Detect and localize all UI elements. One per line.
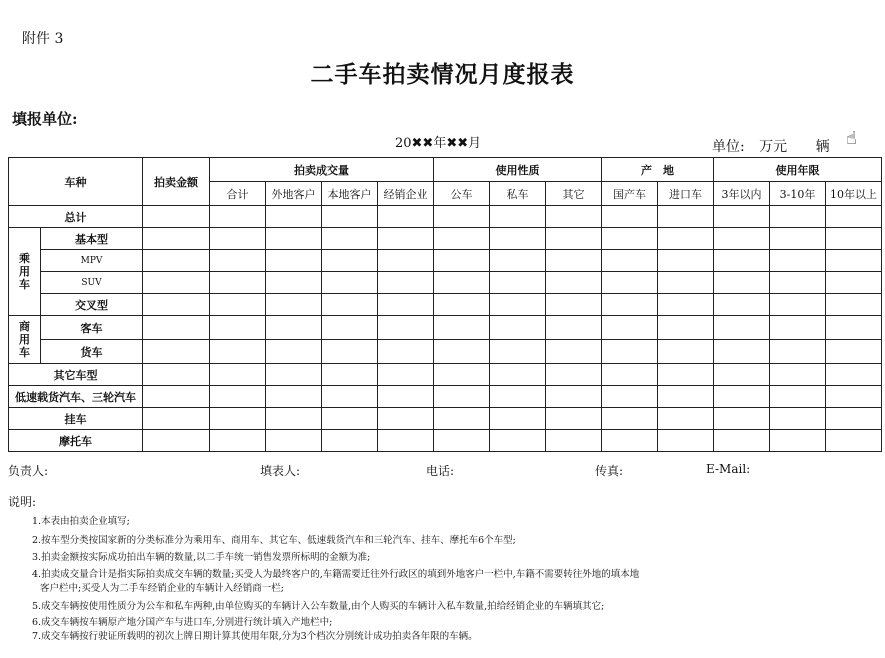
data-cell — [266, 272, 322, 294]
data-cell — [770, 430, 826, 452]
data-cell — [714, 430, 770, 452]
data-cell — [378, 250, 434, 272]
data-cell — [210, 272, 266, 294]
data-cell — [434, 272, 490, 294]
data-cell — [714, 316, 770, 340]
data-cell — [434, 408, 490, 430]
note-item: 4.拍卖成交量合计是指实际拍卖成交车辆的数量;买受人为最终客户的,车籍需要迁往外行政区的填到外地客户一栏中,车籍不需要转往外地的填本地 — [32, 569, 640, 580]
data-cell — [546, 430, 602, 452]
note-item: 1.本表由拍卖企业填写; — [32, 516, 130, 527]
data-cell — [602, 340, 658, 364]
report-table — [8, 157, 882, 452]
data-cell — [770, 316, 826, 340]
data-cell — [602, 294, 658, 316]
data-cell — [546, 316, 602, 340]
data-cell — [602, 272, 658, 294]
data-cell — [266, 206, 322, 228]
header-auction-amount: 拍卖金额 — [143, 158, 210, 206]
data-cell — [714, 340, 770, 364]
row-label-motorcycle: 摩托车 — [9, 430, 143, 452]
unit-label: 单位: — [712, 139, 745, 155]
data-cell — [490, 206, 546, 228]
note-item: 3.拍卖金额按实际成功拍出车辆的数量,以二手车统一销售发票所标明的金额为准; — [32, 552, 371, 563]
data-cell — [826, 408, 882, 430]
data-cell — [266, 228, 322, 250]
data-cell — [602, 250, 658, 272]
data-cell — [322, 364, 378, 386]
subheader-domestic: 国产车 — [602, 182, 658, 206]
person-in-charge-label: 负责人: — [8, 464, 49, 478]
data-cell — [770, 228, 826, 250]
row-label-crossover: 交叉型 — [41, 294, 143, 316]
data-cell — [143, 294, 210, 316]
data-cell — [658, 250, 714, 272]
data-cell — [714, 386, 770, 408]
data-cell — [826, 386, 882, 408]
note-item: 6.成交车辆按车辆原产地分国产车与进口车,分别进行统计填入产地栏中; — [32, 617, 333, 628]
unit-money: 万元 — [759, 139, 788, 155]
subheader-over10: 10年以上 — [826, 182, 882, 206]
subheader-total: 合计 — [210, 182, 266, 206]
data-cell — [602, 386, 658, 408]
data-cell — [266, 364, 322, 386]
data-cell — [658, 228, 714, 250]
data-cell — [322, 272, 378, 294]
data-cell — [490, 340, 546, 364]
data-cell — [378, 272, 434, 294]
data-cell — [143, 250, 210, 272]
data-cell — [546, 386, 602, 408]
data-cell — [770, 272, 826, 294]
data-cell — [434, 340, 490, 364]
data-cell — [266, 340, 322, 364]
data-cell — [546, 408, 602, 430]
phone-label: 电话: — [426, 464, 455, 478]
subheader-outside-client: 外地客户 — [266, 182, 322, 206]
row-label-other-types: 其它车型 — [9, 364, 143, 386]
data-cell — [143, 364, 210, 386]
data-cell — [322, 294, 378, 316]
data-cell — [546, 206, 602, 228]
data-cell — [770, 408, 826, 430]
data-cell — [143, 340, 210, 364]
data-cell — [143, 316, 210, 340]
data-cell — [826, 430, 882, 452]
data-cell — [143, 386, 210, 408]
data-cell — [210, 206, 266, 228]
data-cell — [143, 408, 210, 430]
data-cell — [143, 228, 210, 250]
data-cell — [658, 364, 714, 386]
data-cell — [546, 364, 602, 386]
data-cell — [378, 206, 434, 228]
data-cell — [490, 294, 546, 316]
subheader-public: 公车 — [434, 182, 490, 206]
data-cell — [378, 294, 434, 316]
data-cell — [210, 294, 266, 316]
data-cell — [658, 294, 714, 316]
data-cell — [658, 272, 714, 294]
data-cell — [714, 228, 770, 250]
data-cell — [546, 340, 602, 364]
group-passenger — [9, 228, 41, 316]
data-cell — [266, 250, 322, 272]
note-item: 客户栏中;买受人为二手车经销企业的车辆计入经销商一栏; — [40, 583, 284, 594]
data-cell — [826, 206, 882, 228]
data-cell — [378, 408, 434, 430]
row-label-trailer: 挂车 — [9, 408, 143, 430]
data-cell — [210, 364, 266, 386]
data-cell — [770, 364, 826, 386]
data-cell — [378, 386, 434, 408]
data-cell — [714, 206, 770, 228]
signature-line — [8, 462, 878, 478]
data-cell — [658, 430, 714, 452]
data-cell — [546, 272, 602, 294]
data-cell — [143, 272, 210, 294]
data-cell — [434, 206, 490, 228]
data-cell — [770, 206, 826, 228]
note-item: 7.成交车辆按行驶证所载明的初次上牌日期计算其使用年限,分为3个档次分别统计成功拍卖各年限的车辆。 — [32, 631, 478, 642]
header-years: 使用年限 — [714, 158, 882, 182]
data-cell — [546, 294, 602, 316]
data-cell — [826, 364, 882, 386]
note-item: 5.成交车辆按使用性质分为公车和私车两种,由单位购买的车辆计入公车数量,由个人购买的车辆计入私车数量,拍给经销企业的车辆填其它; — [32, 601, 605, 612]
data-cell — [210, 250, 266, 272]
data-cell — [826, 272, 882, 294]
header-vehicle-type: 车种 — [9, 158, 143, 206]
row-label-lowspeed: 低速载货汽车、三轮汽车 — [9, 386, 143, 408]
data-cell — [322, 316, 378, 340]
data-cell — [322, 340, 378, 364]
data-cell — [434, 294, 490, 316]
data-cell — [658, 386, 714, 408]
data-cell — [826, 250, 882, 272]
report-title: 二手车拍卖情况月度报表 — [310, 62, 575, 88]
data-cell — [826, 294, 882, 316]
data-cell — [378, 228, 434, 250]
data-cell — [490, 228, 546, 250]
subheader-dealer: 经销企业 — [378, 182, 434, 206]
data-cell — [602, 430, 658, 452]
data-cell — [210, 340, 266, 364]
data-cell — [378, 340, 434, 364]
row-label-truck: 货车 — [41, 340, 143, 364]
subheader-imported: 进口车 — [658, 182, 714, 206]
data-cell — [770, 250, 826, 272]
data-cell — [490, 250, 546, 272]
data-cell — [490, 386, 546, 408]
data-cell — [490, 364, 546, 386]
header-deal-volume: 拍卖成交量 — [210, 158, 434, 182]
data-cell — [714, 408, 770, 430]
data-cell — [602, 316, 658, 340]
data-cell — [266, 408, 322, 430]
data-cell — [602, 228, 658, 250]
data-cell — [826, 340, 882, 364]
data-cell — [266, 386, 322, 408]
notes-title: 说明: — [8, 495, 37, 509]
data-cell — [322, 408, 378, 430]
subheader-under3: 3年以内 — [714, 182, 770, 206]
filled-by-label: 填表人: — [260, 464, 301, 478]
data-cell — [602, 206, 658, 228]
data-cell — [266, 294, 322, 316]
data-cell — [378, 430, 434, 452]
report-date: 20✖✖年✖✖月 — [395, 136, 482, 151]
data-cell — [490, 430, 546, 452]
data-cell — [546, 228, 602, 250]
data-cell — [770, 340, 826, 364]
header-usage: 使用性质 — [434, 158, 602, 182]
data-cell — [826, 316, 882, 340]
data-cell — [143, 430, 210, 452]
subheader-3to10: 3-10年 — [770, 182, 826, 206]
data-cell — [434, 386, 490, 408]
data-cell — [826, 228, 882, 250]
data-cell — [322, 250, 378, 272]
data-cell — [322, 430, 378, 452]
subheader-local-client: 本地客户 — [322, 182, 378, 206]
attachment-label: 附件 3 — [22, 31, 64, 47]
data-cell — [714, 294, 770, 316]
hand-cursor-icon: ☝ — [846, 128, 857, 149]
data-cell — [210, 316, 266, 340]
data-cell — [322, 228, 378, 250]
data-cell — [714, 250, 770, 272]
row-label-total: 总计 — [9, 206, 143, 228]
data-cell — [490, 272, 546, 294]
reporting-unit-label: 填报单位: — [12, 110, 78, 128]
group-commercial-label: 商用车 — [19, 320, 30, 359]
data-cell — [546, 250, 602, 272]
data-cell — [658, 408, 714, 430]
data-cell — [266, 316, 322, 340]
group-commercial — [9, 316, 41, 364]
data-cell — [322, 206, 378, 228]
data-cell — [602, 364, 658, 386]
data-cell — [322, 386, 378, 408]
data-cell — [770, 386, 826, 408]
data-cell — [210, 408, 266, 430]
data-cell — [434, 364, 490, 386]
subheader-private: 私车 — [490, 182, 546, 206]
data-cell — [434, 316, 490, 340]
data-cell — [210, 386, 266, 408]
note-item: 2.按车型分类按国家新的分类标准分为乘用车、商用车、其它车、低速载货汽车和三轮汽车、挂车、摩托车6个车型; — [32, 535, 516, 546]
data-cell — [714, 364, 770, 386]
email-label: E-Mail: — [706, 462, 751, 476]
group-passenger-label: 乘用车 — [19, 252, 30, 291]
data-cell — [658, 206, 714, 228]
data-cell — [770, 294, 826, 316]
data-cell — [210, 430, 266, 452]
data-cell — [266, 430, 322, 452]
data-cell — [714, 272, 770, 294]
unit-count: 辆 — [815, 139, 830, 155]
data-cell — [434, 228, 490, 250]
header-origin: 产 地 — [602, 158, 714, 182]
data-cell — [378, 364, 434, 386]
fax-label: 传真: — [595, 464, 624, 478]
data-cell — [658, 316, 714, 340]
data-cell — [658, 340, 714, 364]
units-line — [712, 136, 840, 156]
subheader-other: 其它 — [546, 182, 602, 206]
row-label-basic: 基本型 — [41, 228, 143, 250]
data-cell — [378, 316, 434, 340]
row-label-suv: SUV — [41, 272, 143, 294]
row-label-bus: 客车 — [41, 316, 143, 340]
data-cell — [490, 408, 546, 430]
data-cell — [434, 430, 490, 452]
data-cell — [210, 228, 266, 250]
data-cell — [490, 316, 546, 340]
data-cell — [602, 408, 658, 430]
row-label-mpv: MPV — [41, 250, 143, 272]
data-cell — [434, 250, 490, 272]
data-cell — [143, 206, 210, 228]
